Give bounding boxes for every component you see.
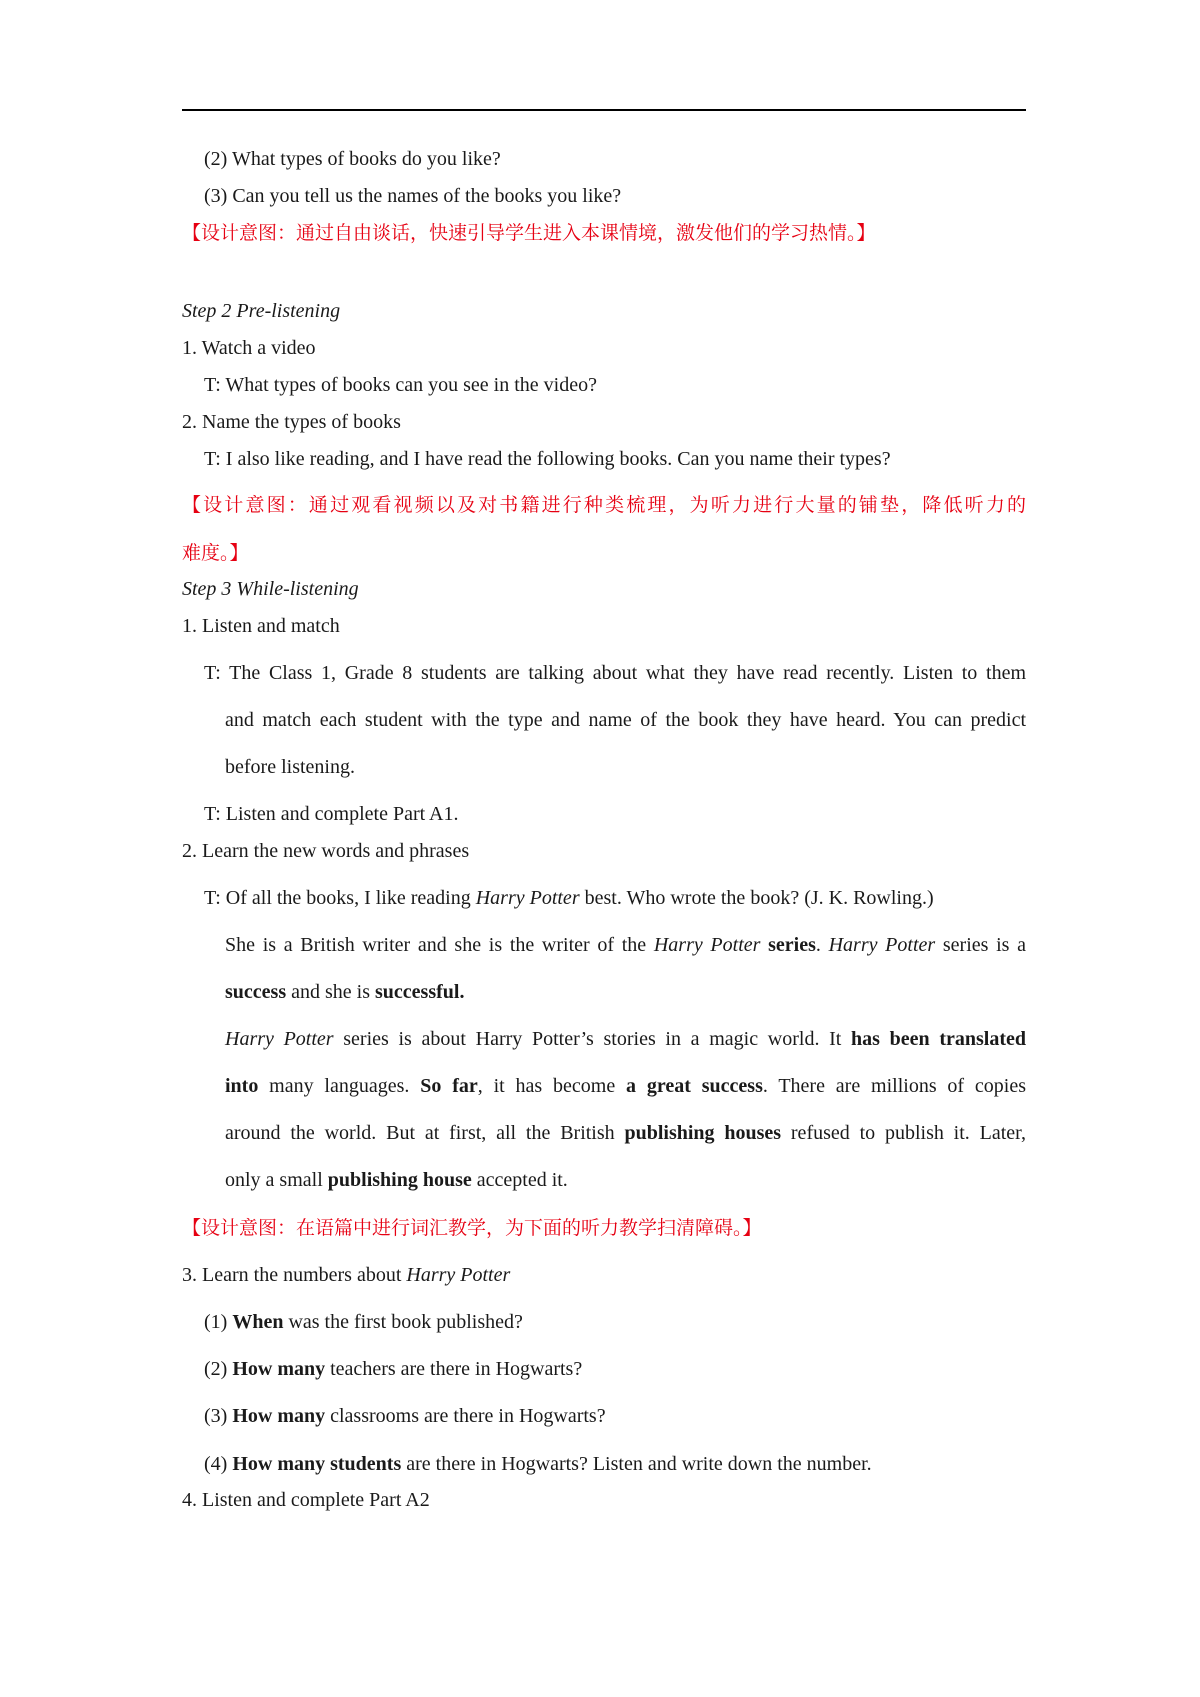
text-run: accepted it. — [471, 1169, 568, 1191]
step2-design-intent-line-1: 【设计意图：通过观看视频以及对书籍进行种类梳理，为听力进行大量的铺垫，降低听力的 — [182, 494, 1026, 516]
header-rule — [182, 109, 1026, 111]
step2-design-intent-line-2: 难度。】 — [182, 542, 249, 564]
vocab-paragraph-line-6 — [225, 1120, 1026, 1146]
vocab-paragraph-line-3 — [225, 979, 464, 1005]
key-word: When — [232, 1311, 284, 1333]
book-title: Harry Potter — [653, 934, 761, 956]
text-run: (1) — [204, 1311, 233, 1333]
vocab-paragraph-line-2 — [225, 932, 1026, 958]
key-word: How many students — [232, 1453, 402, 1475]
book-title: Harry Potter — [828, 934, 936, 956]
numbers-question-3 — [204, 1403, 606, 1429]
key-phrase: So far — [420, 1075, 478, 1097]
book-title: Harry Potter — [406, 1264, 511, 1286]
vocab-paragraph-line-5 — [225, 1073, 1026, 1099]
text-run: and she is — [286, 981, 375, 1003]
text-run: are there in Hogwarts? Listen and write down the number. — [401, 1453, 872, 1475]
step3-item-1-teacher-line-2: and match each student with the type and name of the book they have heard. You can predict — [225, 709, 1026, 731]
step1-question-3: (3) Can you tell us the names of the books you like? — [204, 185, 622, 207]
step2-heading: Step 2 Pre-listening — [182, 300, 341, 322]
step1-design-intent: 【设计意图：通过自由谈话，快速引导学生进入本课情境，激发他们的学习热情。】 — [182, 222, 876, 244]
vocab-paragraph-line-4 — [225, 1026, 1026, 1052]
step3-item-1: 1. Listen and match — [182, 615, 340, 637]
key-word: successful. — [375, 981, 465, 1003]
text-run: many languages. — [258, 1075, 421, 1097]
text-run: refused to publish it. Later, — [781, 1122, 1027, 1144]
key-word: success — [225, 981, 287, 1003]
key-phrase: a great success — [626, 1075, 763, 1097]
key-word: How many — [232, 1358, 326, 1380]
step3-heading: Step 3 While-listening — [182, 578, 359, 600]
step3-item-3 — [182, 1262, 510, 1288]
step2-item-1: 1. Watch a video — [182, 337, 316, 359]
text-run: around the world. But at first, all the British — [225, 1122, 625, 1144]
text-run: , it has become — [477, 1075, 627, 1097]
numbers-question-1 — [204, 1309, 523, 1335]
text-run: She is a British writer and she is the writer of the — [225, 934, 654, 956]
text-run: best. Who wrote the book? (J. K. Rowling.) — [579, 887, 934, 909]
text-run: . — [815, 934, 829, 956]
book-title: Harry Potter — [225, 1028, 334, 1050]
text-run: (3) — [204, 1405, 233, 1427]
key-phrase: publishing house — [327, 1169, 472, 1191]
step3-item-1-teacher-line-1: T: The Class 1, Grade 8 students are talking about what they have read recently. Listen to them — [204, 662, 1026, 684]
key-phrase: has been translated — [851, 1028, 1026, 1050]
numbers-question-4 — [204, 1451, 872, 1477]
numbers-question-2 — [204, 1356, 582, 1382]
text-run: series is a — [935, 934, 1027, 956]
text-run: 3. Learn the numbers about — [182, 1264, 407, 1286]
key-phrase: publishing houses — [624, 1122, 782, 1144]
text-run: series is about Harry Potter’s stories in a magic world. It — [333, 1028, 852, 1050]
vocab-paragraph-line-7 — [225, 1167, 568, 1193]
text-run: T: Of all the books, I like reading — [204, 887, 476, 909]
book-title: Harry Potter — [475, 887, 580, 909]
key-word: series — [768, 934, 816, 956]
key-word: into — [225, 1075, 259, 1097]
step3-design-intent: 【设计意图：在语篇中进行词汇教学，为下面的听力教学扫清障碍。】 — [182, 1217, 762, 1239]
vocab-paragraph-line-1 — [204, 885, 934, 911]
text-run: teachers are there in Hogwarts? — [325, 1358, 583, 1380]
text-run: classrooms are there in Hogwarts? — [325, 1405, 606, 1427]
step3-item-2: 2. Learn the new words and phrases — [182, 840, 470, 862]
step2-item-1-teacher: T: What types of books can you see in the video? — [204, 374, 597, 396]
step2-item-2-teacher: T: I also like reading, and I have read the following books. Can you name their types? — [204, 448, 891, 470]
text-run: . There are millions of copies — [762, 1075, 1027, 1097]
key-word: How many — [232, 1405, 326, 1427]
step3-item-1-teacher-2: T: Listen and complete Part A1. — [204, 803, 459, 825]
step2-item-2: 2. Name the types of books — [182, 411, 401, 433]
text-run: only a small — [225, 1169, 328, 1191]
text-run: was the first book published? — [283, 1311, 523, 1333]
text-run: (4) — [204, 1453, 233, 1475]
step3-item-4: 4. Listen and complete Part A2 — [182, 1489, 430, 1511]
step3-item-1-teacher-line-3: before listening. — [225, 756, 355, 778]
text-run: (2) — [204, 1358, 233, 1380]
step1-question-2: (2) What types of books do you like? — [204, 148, 501, 170]
